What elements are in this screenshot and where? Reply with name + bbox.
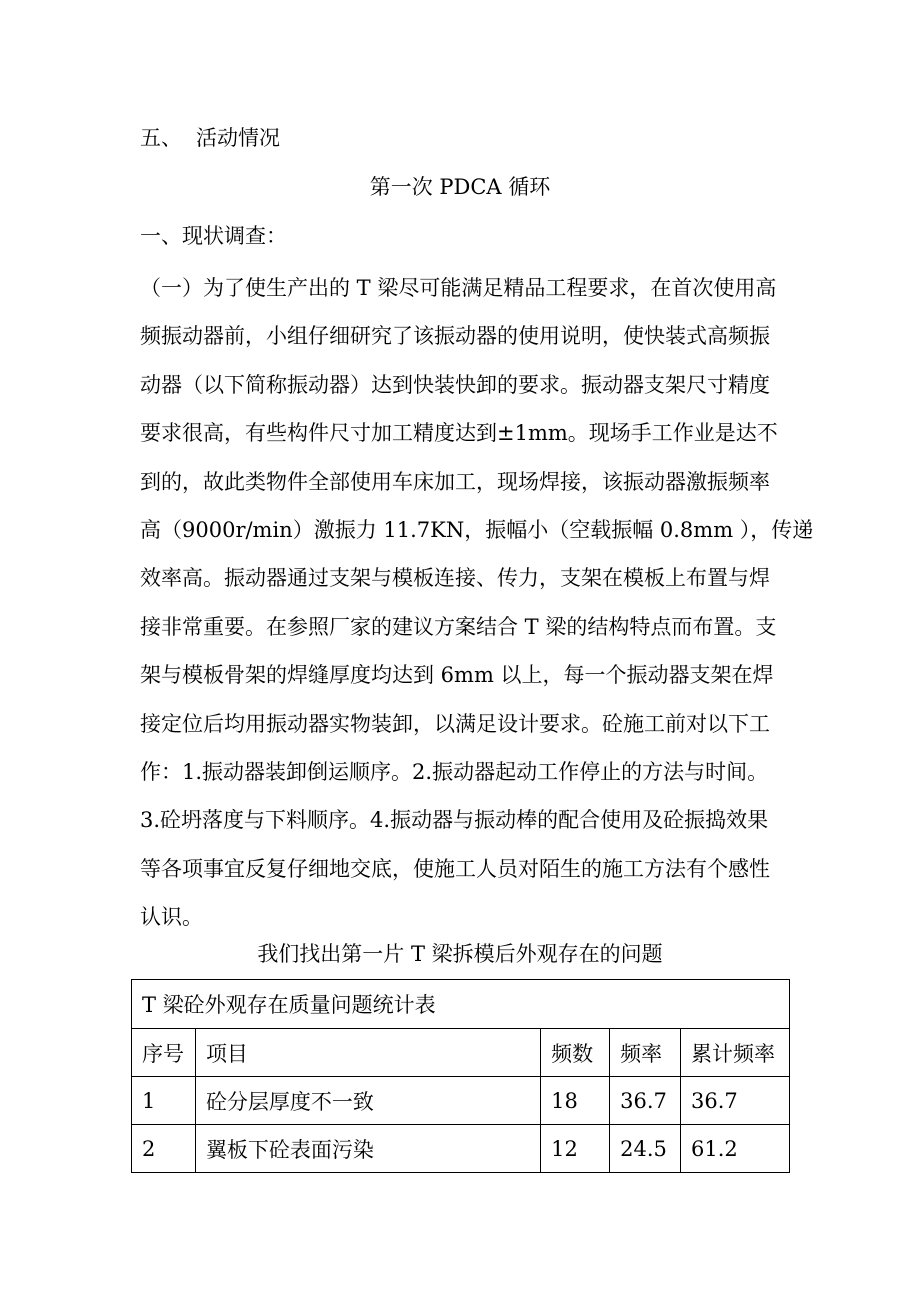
cell-item: 翼板下砼表面污染 [195, 1125, 540, 1173]
paragraph-line: 接非常重要。在参照厂家的建议方案结合 T 梁的结构特点而布置。支 [140, 614, 777, 639]
cell-frequency: 36.7 [610, 1077, 681, 1125]
header-cumulative-frequency: 累计频率 [681, 1029, 790, 1077]
paragraph-line: 频振动器前，小组仔细研究了该振动器的使用说明，使快装式高频振 [140, 324, 770, 349]
paragraph-line: 作：1.振动器装卸倒运顺序。2.振动器起动工作停止的方法与时间。 [140, 759, 769, 784]
cell-count: 12 [541, 1125, 610, 1173]
header-index: 序号 [132, 1029, 196, 1077]
section-title: 活动情况 [196, 126, 280, 150]
cell-cumulative-frequency: 61.2 [681, 1125, 790, 1173]
table-row [132, 1077, 790, 1125]
cell-index: 1 [132, 1077, 196, 1125]
cell-count: 18 [541, 1077, 610, 1125]
body-paragraph [140, 264, 814, 941]
table-header-row [132, 1029, 790, 1077]
paragraph-line: 接定位后均用振动器实物装卸，以满足设计要求。砼施工前对以下工 [140, 711, 770, 736]
table-caption: 我们找出第一片 T 梁拆模后外观存在的问题 [257, 942, 663, 966]
quality-statistics-table [131, 979, 790, 1173]
table-title-row [132, 980, 790, 1029]
header-count: 频数 [541, 1029, 610, 1077]
paragraph-line: 效率高。振动器通过支架与模板连接、传力，支架在模板上布置与焊 [140, 566, 770, 591]
paragraph-line: 要求很高，有些构件尺寸加工精度达到±1mm。现场手工作业是达不 [140, 421, 778, 446]
table-row [132, 1125, 790, 1173]
paragraph-line: 认识。 [140, 905, 203, 930]
header-frequency: 频率 [610, 1029, 681, 1077]
cell-index: 2 [132, 1125, 196, 1173]
paragraph-line: 到的，故此类物件全部使用车床加工，现场焊接，该振动器激振频率 [140, 469, 770, 494]
table-title: T 梁砼外观存在质量问题统计表 [132, 980, 790, 1029]
section-heading [140, 122, 280, 152]
paragraph-line: 高（9000r/min）激振力 11.7KN，振幅小（空载振幅 0.8mm ），传递 [140, 517, 814, 542]
paragraph-line: 等各项事宜反复仔细地交底，使施工人员对陌生的施工方法有个感性 [140, 856, 770, 881]
paragraph-line: 架与模板骨架的焊缝厚度均达到 6mm 以上，每一个振动器支架在焊 [140, 663, 774, 688]
cycle-title: 第一次 PDCA 循环 [369, 175, 551, 199]
header-item: 项目 [195, 1029, 540, 1077]
cell-cumulative-frequency: 36.7 [681, 1077, 790, 1125]
subsection-heading: 一、现状调查： [140, 224, 287, 248]
cell-item: 砼分层厚度不一致 [195, 1077, 540, 1125]
cell-frequency: 24.5 [610, 1125, 681, 1173]
paragraph-line: 动器（以下简称振动器）达到快装快卸的要求。振动器支架尺寸精度 [140, 372, 770, 397]
paragraph-line: 3.砼坍落度与下料顺序。4.振动器与振动棒的配合使用及砼振捣效果 [140, 808, 769, 833]
paragraph-line: （一）为了使生产出的 T 梁尽可能满足精品工程要求，在首次使用高 [140, 276, 777, 300]
section-number: 五、 [140, 126, 182, 150]
